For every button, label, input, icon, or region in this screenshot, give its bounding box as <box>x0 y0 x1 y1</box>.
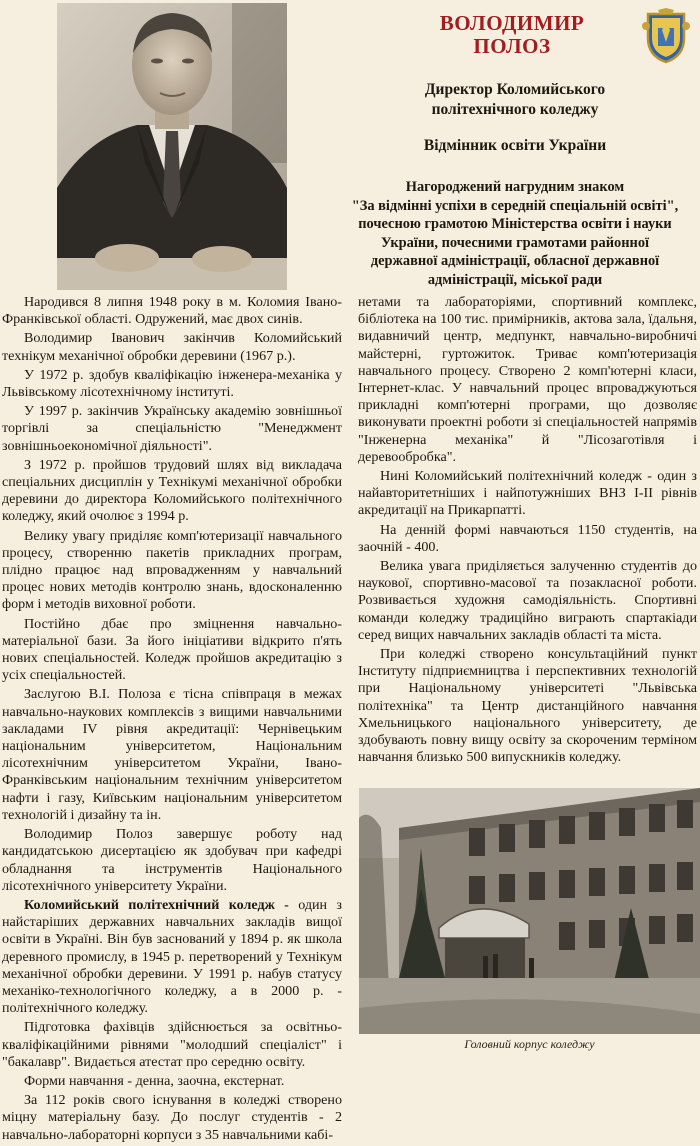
paragraph: Володимир Іванович закінчив Коломийський технікум механічної обробки деревини (1967 р.). <box>2 330 342 364</box>
college-building-photo <box>359 788 700 1034</box>
portrait-photo <box>57 3 287 290</box>
photo-caption: Головний корпус коледжу <box>464 1037 595 1051</box>
paragraph: За 112 років свого існування в коледжі створено міцну матеріальну базу. До послуг студентів - 2 навчально-лабораторні корпуси з 35 навчальними кабі- <box>2 1092 342 1143</box>
paragraph-text: один з найстаріших державних навчальних закладів вищої освіти в Україні. Він був заснований у 1894 р. як школа деревного промислу, в 1945 р. перетворений у Технікум механічної обробки деревини. У 1991 р. набув статусу механіко-технологічного коледжу, а в 2000 р. - політехнічного коледжу. <box>2 896 342 1017</box>
awards-line: почесною грамотою Міністерства освіти і науки <box>358 216 672 232</box>
left-column <box>2 294 342 1146</box>
title-line-2: політехнічного коледжу <box>431 101 599 118</box>
paragraph: На денній формі навчаються 1150 студентів, на заочній - 400. <box>358 521 697 555</box>
right-column <box>358 294 697 768</box>
awards-line: Нагороджений нагрудним знаком <box>405 179 625 195</box>
college-name-bold: Коломийський політехнічний коледж - <box>24 896 289 913</box>
coat-of-arms-icon <box>640 8 692 64</box>
paragraph: Нині Коломийський політехнічний коледж - один з найавторитетніших і найпотужніших ВНЗ I-II рівнів акредитації на Прикарпатті. <box>358 468 697 519</box>
paragraph: Форми навчання - денна, заочна, екстернат. <box>24 1072 285 1089</box>
paragraph: Велика увага приділяється залученню студентів до наукової, спортивно-масової та позакласної роботи. Розвивається художня самодіяльність. Спортивні команди коледжу традиційно виграють спартакіади серед вищих навчальних закладів області та міста. <box>358 558 697 643</box>
paragraph: Заслугою В.І. Полоза є тісна співпраця в межах навчально-наукових комплексів з вищими навчальними закладами IV рівня акредитації: Чернівецьким національним університетом, Національним лісотехнічним університетом України, Івано-Франківським національним технічним університетом нафти і газу, Київським національним університетом технологій і дизайну та ін. <box>2 686 342 823</box>
awards-line: адміністрації, міської ради <box>427 271 603 288</box>
paragraph: У 1997 р. закінчив Українську академію зовнішньої торгівлі за спеціальністю "Менеджмент зовнішньоекономічної діяльності". <box>2 403 342 454</box>
paragraph: Народився 8 липня 1948 року в м. Коломия Івано-Франківської області. Одружений, має двох синів. <box>2 294 342 328</box>
paragraph: Володимир Полоз завершує роботу над кандидатською дисертацією як здобувач при кафедрі обладнання та інструментів Національного лісотехнічного університету України. <box>2 826 342 894</box>
awards-block <box>345 178 685 289</box>
paragraph: При коледжі створено консультаційний пункт Інституту підприємництва і перспективних технологій при Національному університеті "Львівська політехніка" та Центр дистанційного навчання Хмельницького національного університету, де здобувають повну вищу освіту за скороченим терміном навчання близько 500 випускників коледжу. <box>358 646 697 766</box>
paragraph: Велику увагу приділяє комп'ютеризації навчального процесу, створенню пакетів прикладних програм, плідно працює над впровадженням у навчальний процес нових методів контролю знань, вдосконаленню форм і методів виховної роботи. <box>2 527 342 613</box>
awards-line: України, почесними грамотами районної <box>380 234 650 251</box>
awards-line: державної адміністрації, обласної державної <box>370 253 660 269</box>
paragraph: У 1972 р. здобув кваліфікацію інженера-механіка у Львівському лісотехнічному інституті. <box>2 366 342 401</box>
paragraph: нетами та лабораторіями, спортивний комплекс, бібліотека на 100 тис. примірників, актова зала, їдальня, видавничий центр, медпункт, навчально-виробничі майстерні, гуртожиток. Триває комп'ютеризація навчального процесу. Створено 2 комп'ютерні класи, Інтернет-клас. У навчальний процес впроваджуються прикладні комп'ютерні програми, що дозволяє виконувати проектні роботи зі спеціальностей напрямів "Інженерна механіка" й "Лісозаготівля і деревообробка". <box>358 294 697 465</box>
person-name <box>404 12 620 58</box>
paragraph <box>2 897 342 1017</box>
honor-title: Відмінник освіти України <box>423 137 607 154</box>
title-line-1: Директор Коломийського <box>424 81 606 98</box>
paragraph: Підготовка фахівців здійснюється за освітньо-кваліфікаційними рівнями "молодший спеціаліст" і "бакалавр". Видається атестат про середню освіту. <box>2 1019 342 1070</box>
awards-line: "За відмінні успіхи в середній спеціальній освіті", <box>351 197 679 214</box>
name-last: ПОЛОЗ <box>473 34 551 58</box>
paragraph: З 1972 р. пройшов трудовий шлях від викладача спеціальних дисциплін у Технікумі механічної обробки деревини до директора Коломийського політехнічного коледжу, який очолює з 1994 р. <box>2 456 342 525</box>
paragraph: Постійно дбає про зміцнення навчально-матеріальної бази. За його ініціативи відкрито п'ять нових спеціальностей. Коледж пройшов акредитацію з усіх спеціальностей. <box>2 615 342 684</box>
name-first: ВОЛОДИМИР <box>439 11 585 35</box>
position-titles <box>345 80 685 156</box>
